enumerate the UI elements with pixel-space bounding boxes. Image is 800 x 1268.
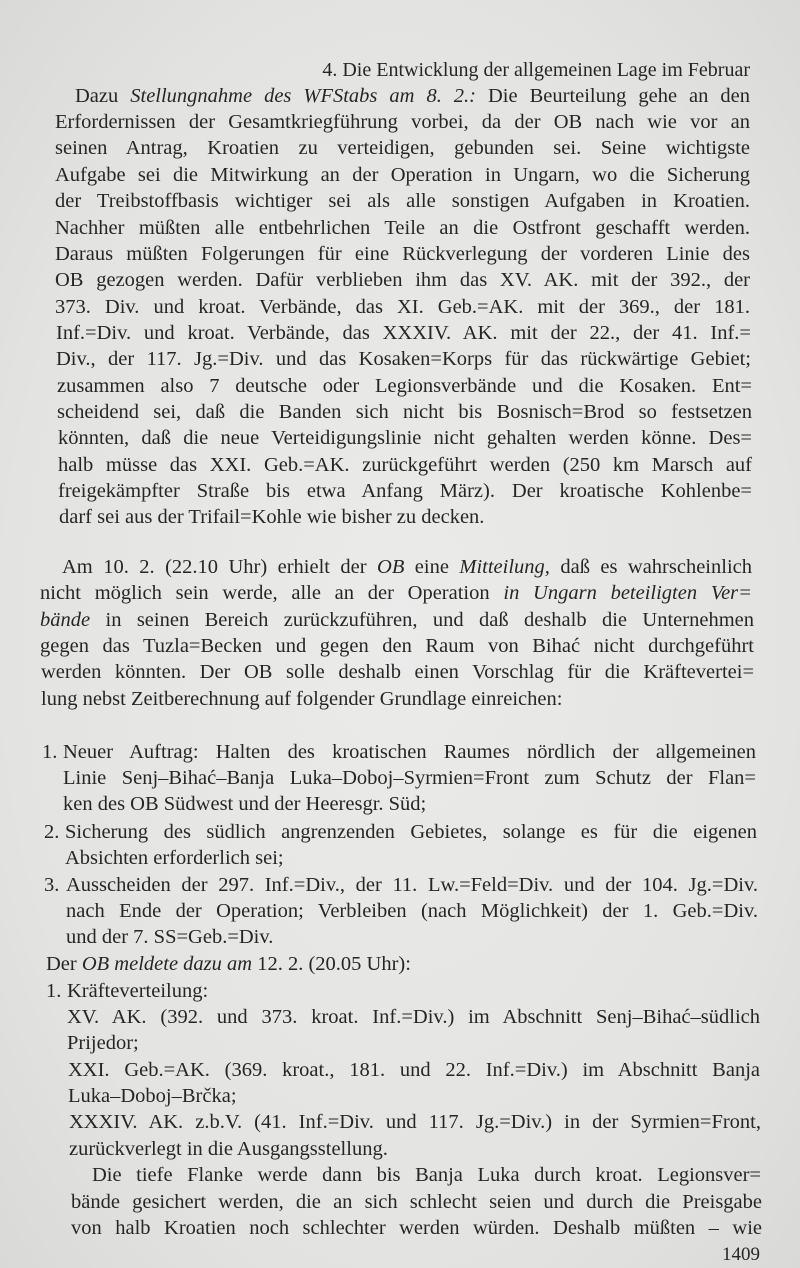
text-segment: Div., der 117. Jg.=Div. und das Kosaken=Korps für das rückwärtige Gebiet; [56, 348, 751, 370]
text-segment: lung nebst Zeitberechnung auf folgender Grundlage einreichen: [41, 688, 563, 710]
list-number: 1. [46, 980, 62, 1002]
text-line [46, 951, 411, 977]
text-segment: seinen Antrag, Kroatien zu verteidigen, gebunden sei. Seine wichtigste [55, 137, 750, 159]
text-line [55, 294, 750, 320]
list-number: 3. [44, 874, 60, 896]
text-line [55, 215, 750, 241]
italic-text: bände [40, 609, 91, 631]
text-segment: Erfordernissen der Gesamtkriegführung vorbei, da der OB nach wie vor an [55, 111, 750, 133]
text-line [57, 399, 752, 425]
text-line [71, 1189, 762, 1215]
text-line [66, 898, 758, 924]
text-line [56, 346, 751, 372]
text-segment: Neuer Auftrag: Halten des kroatischen Raumes nördlich der allgemeinen [63, 741, 756, 763]
text-line [75, 83, 750, 109]
text-line [55, 188, 750, 214]
text-segment: Absichten erforderlich sei; [65, 847, 284, 869]
text-segment: Inf.=Div. und kroat. Verbände, das XXXIV. AK. mit der 22., der 41. Inf.= [56, 322, 751, 344]
text-segment: Die tiefe Flanke werde dann bis Banja Luka durch kroat. Legionsver= [92, 1164, 761, 1186]
text-line [69, 1109, 761, 1135]
text-segment: werden könnten. Der OB solle deshalb einen Vorschlag für die Kräftevertei= [41, 661, 754, 683]
text-line [66, 924, 273, 950]
page-number: 1409 [722, 1244, 760, 1265]
text-line [55, 241, 750, 267]
text-segment: Am 10. 2. (22.10 Uhr) erhielt der [62, 556, 378, 578]
text-segment: scheidend sei, daß die Banden sich nicht bis Bosnisch=Brod so festsetzen [57, 401, 752, 423]
list-number: 1. [42, 741, 58, 763]
text-line [92, 1162, 761, 1188]
text-segment: 12. 2. (20.05 Uhr): [252, 953, 411, 975]
text-segment: Ausscheiden der 297. Inf.=Div., der 11. Lw.=Feld=Div. und der 104. Jg.=Div. [66, 874, 758, 896]
text-line [41, 659, 754, 685]
text-segment: zurückverlegt in die Ausgangsstellung. [69, 1138, 388, 1160]
text-segment: nicht möglich sein werde, alle an der Operation [40, 582, 504, 604]
text-line [40, 633, 754, 659]
text-line [67, 978, 208, 1004]
text-segment: Der [46, 953, 82, 975]
text-line [63, 739, 756, 765]
italic-text: Mitteilung, [459, 556, 550, 578]
italic-text: in Ungarn beteiligten Ver= [503, 582, 752, 604]
text-segment: Luka–Doboj–Brčka; [68, 1085, 237, 1107]
text-line [62, 554, 752, 580]
text-line [57, 373, 752, 399]
text-line [55, 109, 750, 135]
text-segment: Prijedor; [67, 1032, 139, 1054]
text-segment: Aufgabe sei die Mitwirkung an der Operation in Ungarn, wo die Sicherung [55, 164, 750, 186]
text-segment: freigekämpfter Straße bis etwa Anfang März). Der kroatische Kohlenbe= [58, 480, 752, 502]
text-line [56, 320, 751, 346]
text-line [58, 425, 752, 451]
text-line [66, 872, 758, 898]
text-segment: von halb Kroatien noch schlechter werden würden. Deshalb müßten – wie [71, 1217, 762, 1239]
text-segment: Kräfteverteilung: [67, 980, 209, 1002]
text-segment: OB gezogen werden. Dafür verblieben ihm das XV. AK. mit der 392., der [55, 269, 750, 291]
running-header: 4. Die Entwicklung der allgemeinen Lage im Februar [322, 59, 750, 81]
text-segment: Nachher müßten alle entbehrlichen Teile an die Ostfront geschafft werden. [55, 217, 750, 239]
text-segment: halb müsse das XXI. Geb.=AK. zurückgeführt werden (250 km Marsch auf [58, 454, 752, 476]
text-segment: XV. AK. (392. und 373. kroat. Inf.=Div.) im Abschnitt Senj–Bihać–südlich [67, 1006, 760, 1028]
text-segment: Sicherung des südlich angrenzenden Gebietes, solange es für die eigenen [65, 821, 757, 843]
text-line [40, 607, 754, 633]
text-segment: in seinen Bereich zurückzuführen, und daß deshalb die Unternehmen [90, 609, 754, 631]
text-segment: XXXIV. AK. z.b.V. (41. Inf.=Div. und 117. Jg.=Div.) in der Syrmien=Front, [69, 1111, 761, 1133]
text-segment: ken des OB Südwest und der Heeresgr. Süd; [63, 793, 427, 815]
text-line [67, 1004, 760, 1030]
text-line [55, 162, 750, 188]
italic-text: OB [377, 556, 405, 578]
text-segment: der Treibstoffbasis wichtiger sei als alle sonstigen Aufgaben in Kroatien. [55, 190, 750, 212]
text-segment: zusammen also 7 deutsche oder Legionsverbände und die Kosaken. Ent= [57, 375, 752, 397]
text-line [68, 1057, 760, 1083]
text-segment: und der 7. SS=Geb.=Div. [66, 926, 274, 948]
text-line [58, 452, 752, 478]
italic-text: OB meldete dazu am [81, 953, 253, 975]
text-segment: Linie Senj–Bihać–Banja Luka–Doboj–Syrmien=Front zum Schutz der Flan= [63, 767, 756, 789]
text-line [69, 1136, 388, 1162]
text-line [55, 267, 750, 293]
text-segment: könnten, daß die neue Verteidigungslinie nicht gehalten werden könne. Des= [58, 427, 752, 449]
text-segment: gegen das Tuzla=Becken und gegen den Raum von Bihać nicht durchgeführt [40, 635, 754, 657]
text-line [58, 478, 752, 504]
text-segment: Dazu [75, 85, 131, 107]
text-segment: XXI. Geb.=AK. (369. kroat., 181. und 22. Inf.=Div.) im Abschnitt Banja [68, 1059, 760, 1081]
text-line [71, 1215, 762, 1241]
italic-text: Stellungnahme des WFStabs am 8. 2.: [130, 85, 477, 107]
text-line [40, 580, 752, 606]
text-line [67, 1030, 139, 1056]
text-line [65, 819, 757, 845]
text-segment: daß es wahrscheinlich [549, 556, 752, 578]
text-line [63, 765, 756, 791]
text-segment: Daraus müßten Folgerungen für eine Rückverlegung der vorderen Linie des [55, 243, 750, 265]
list-number: 2. [44, 821, 60, 843]
text-line [55, 135, 750, 161]
text-line [59, 504, 484, 530]
text-segment: 373. Div. und kroat. Verbände, das XI. Geb.=AK. mit der 369., der 181. [55, 296, 750, 318]
text-segment: darf sei aus der Trifail=Kohle wie bisher zu decken. [59, 506, 485, 528]
text-segment: nach Ende der Operation; Verbleiben (nach Möglichkeit) der 1. Geb.=Div. [66, 900, 758, 922]
text-segment: Die Beurteilung gehe an den [476, 85, 750, 107]
text-segment: bände gesichert werden, die an sich schlecht seien und durch die Preisgabe [71, 1191, 762, 1213]
text-line [68, 1083, 237, 1109]
text-line [63, 791, 426, 817]
text-segment: eine [404, 556, 460, 578]
text-line [65, 845, 284, 871]
text-line [41, 686, 562, 712]
